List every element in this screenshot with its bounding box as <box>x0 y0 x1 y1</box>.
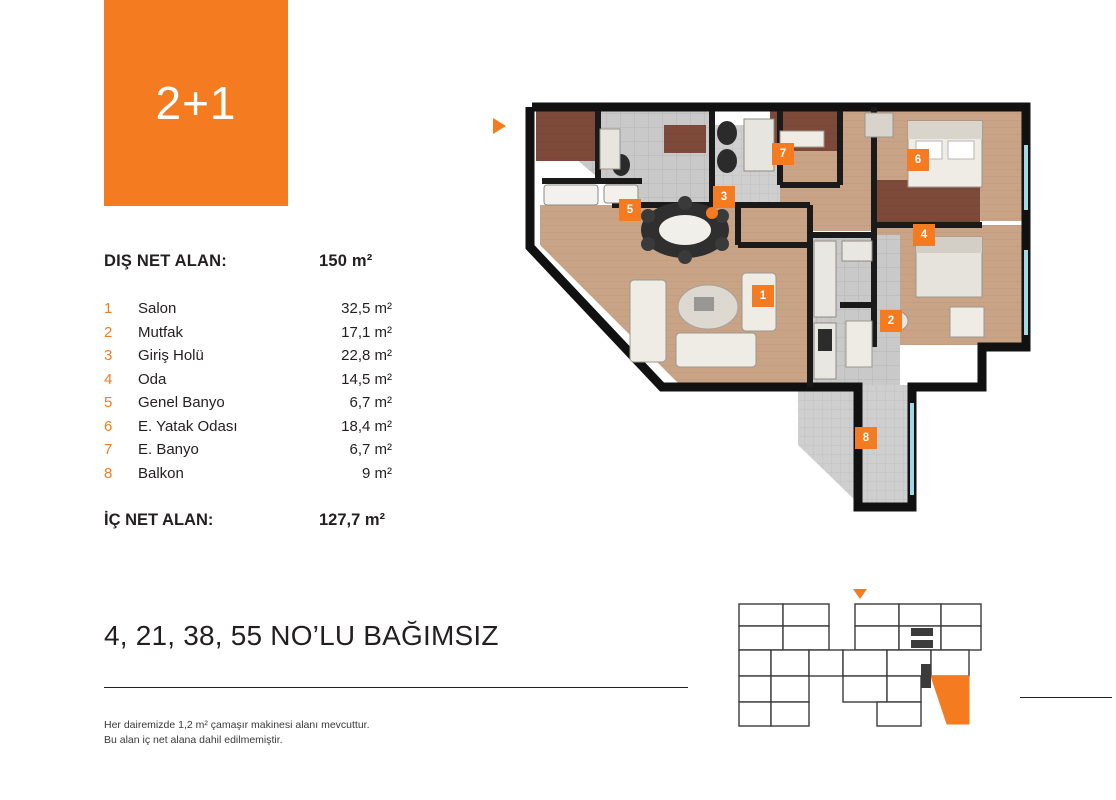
gross-area-row <box>104 252 504 271</box>
room-number: 3 <box>104 347 113 364</box>
keyplan-location-arrow-icon <box>853 589 867 599</box>
room-name: Oda <box>138 370 167 388</box>
unit-numbers: 4, 21, 38, 55 <box>104 620 263 651</box>
divider-right <box>1020 697 1112 698</box>
area-summary <box>104 252 504 530</box>
list-item <box>104 415 394 439</box>
net-area-label: İÇ NET ALAN: <box>104 511 214 529</box>
room-area: 6,7 m² <box>349 441 392 458</box>
room-area: 22,8 m² <box>341 347 392 364</box>
plan-badge-2: 2 <box>880 310 902 332</box>
room-area: 9 m² <box>362 464 392 482</box>
room-number: 8 <box>104 464 113 482</box>
room-number: 4 <box>104 370 113 388</box>
room-name: Salon <box>138 300 177 317</box>
apartment-type-badge <box>104 0 288 206</box>
list-item <box>104 438 394 462</box>
net-area-value: 127,7 m² <box>319 511 386 529</box>
room-name: Balkon <box>138 464 184 482</box>
list-item <box>104 391 394 415</box>
room-number: 5 <box>104 394 113 411</box>
room-name: E. Banyo <box>138 441 199 458</box>
list-item <box>104 344 394 368</box>
plan-badge-8: 8 <box>855 427 877 449</box>
key-plan-drawing <box>735 600 985 730</box>
floor-plan-drawing <box>480 85 1060 535</box>
list-item <box>104 462 394 486</box>
plan-badge-4: 4 <box>913 224 935 246</box>
footnote <box>104 718 370 748</box>
plan-badge-1: 1 <box>752 285 774 307</box>
apartment-type-label: 2+1 <box>155 77 237 129</box>
plan-badge-6: 6 <box>907 149 929 171</box>
room-name: Giriş Holü <box>138 347 204 364</box>
room-number: 1 <box>104 300 113 317</box>
room-name: E. Yatak Odası <box>138 417 238 435</box>
room-number: 2 <box>104 323 113 341</box>
gross-area-label: DIŞ NET ALAN: <box>104 252 227 270</box>
floor-plan <box>480 85 1060 535</box>
plan-badge-7: 7 <box>772 143 794 165</box>
key-plan <box>735 600 985 725</box>
list-item <box>104 368 394 392</box>
room-name: Mutfak <box>138 323 184 341</box>
room-number: 7 <box>104 441 113 458</box>
footnote-line-1: Her dairemizde 1,2 m² çamaşır makinesi alanı mevcuttur. <box>104 719 370 731</box>
room-number: 6 <box>104 417 113 435</box>
plan-badge-3: 3 <box>713 186 735 208</box>
room-area: 6,7 m² <box>349 394 392 411</box>
gross-area-value: 150 m² <box>319 252 373 270</box>
room-name: Genel Banyo <box>138 394 225 411</box>
room-area: 18,4 m² <box>341 417 392 435</box>
room-list <box>104 297 394 485</box>
room-area: 32,5 m² <box>341 300 392 317</box>
page-title <box>104 620 499 652</box>
footnote-line-2: Bu alan iç net alana dahil edilmemiştir. <box>104 734 283 746</box>
room-area: 14,5 m² <box>341 370 392 388</box>
list-item <box>104 297 394 321</box>
list-item <box>104 321 394 345</box>
plan-badge-5: 5 <box>619 199 641 221</box>
room-area: 17,1 m² <box>341 323 392 341</box>
divider <box>104 687 688 688</box>
unit-suffix: NO’LU BAĞIMSIZ <box>270 620 499 651</box>
net-area-row <box>104 511 504 530</box>
